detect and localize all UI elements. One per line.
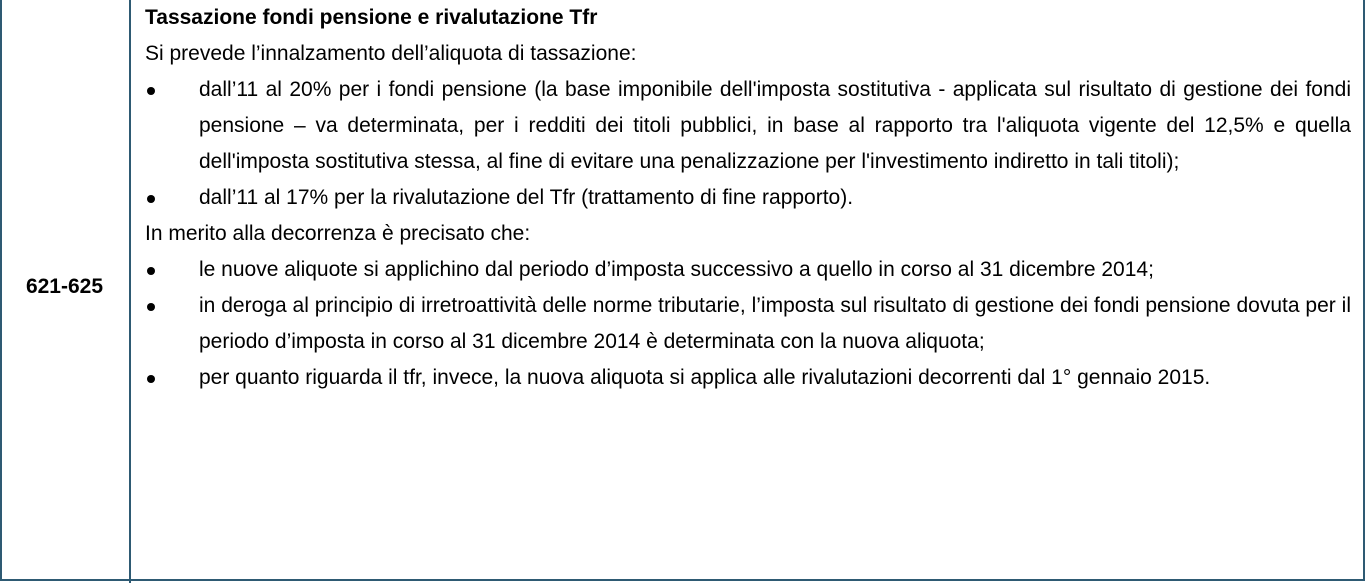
list-item [145, 252, 1351, 288]
list-item-text: le nuove aliquote si applichino dal periodo d’imposta successivo a quello in corso al 31 dicembre 2014; [199, 258, 1154, 281]
column-divider [129, 0, 131, 583]
list-item [145, 180, 1351, 216]
reference-cell [0, 0, 129, 581]
intro-paragraph-2: In merito alla decorrenza è precisato che: [145, 222, 531, 245]
list-item-text: in deroga al principio di irretroattività delle norme tributarie, l’imposta sul risultato di gestione dei fondi pensione dovuta per il periodo d’imposta in corso al 31 dicembre 2014 è determinata con la nuova aliquota; [199, 294, 1351, 353]
list-item [145, 72, 1351, 180]
bullet-icon [147, 195, 155, 203]
bullet-icon [147, 87, 155, 95]
list-item [145, 360, 1351, 396]
list-item-text: dall’11 al 20% per i fondi pensione (la base imponibile dell'imposta sostitutiva - applicata sul risultato di gestione dei fondi pensione – va determinata, per i redditi dei titoli pubblici, in base al rapporto tra l'aliquota vigente del 12,5% e quella dell'imposta sostitutiva stessa, al fine di evitare una penalizzazione per l'investimento indiretto in tali titoli); [199, 78, 1351, 173]
content-cell [145, 0, 1351, 396]
article-reference: 621-625 [25, 274, 104, 298]
bullet-icon [147, 303, 155, 311]
bullet-list-1 [145, 72, 1351, 216]
bullet-icon [147, 267, 155, 275]
bullet-list-2 [145, 252, 1351, 396]
intro-paragraph-1: Si prevede l’innalzamento dell’aliquota di tassazione: [145, 42, 637, 65]
list-item-text: dall’11 al 17% per la rivalutazione del Tfr (trattamento di fine rapporto). [199, 186, 854, 209]
bullet-icon [147, 375, 155, 383]
list-item [145, 288, 1351, 360]
section-title: Tassazione fondi pensione e rivalutazione Tfr [145, 6, 598, 29]
list-item-text: per quanto riguarda il tfr, invece, la nuova aliquota si applica alle rivalutazioni decorrenti dal 1° gennaio 2015. [199, 366, 1211, 389]
